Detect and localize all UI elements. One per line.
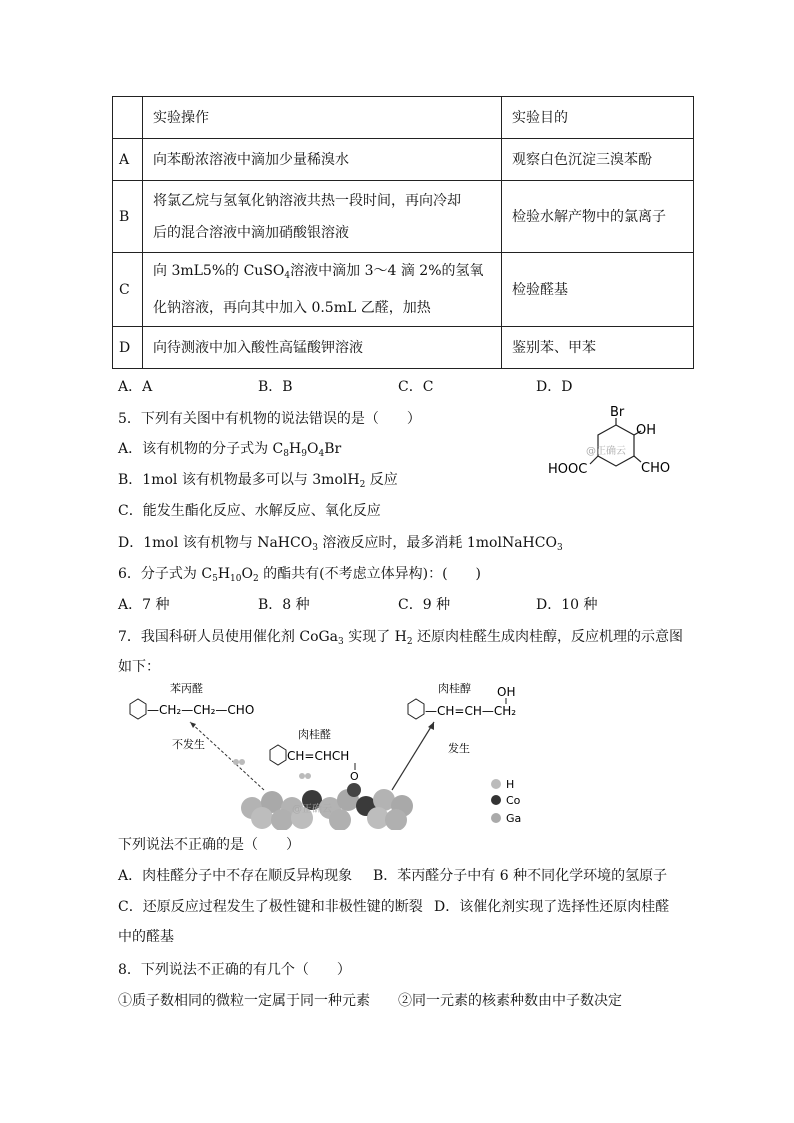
q4-option-a: A．A	[118, 379, 153, 395]
subscript: 3	[556, 543, 563, 553]
q6-option-d: D．10 种	[536, 597, 598, 613]
bond	[634, 456, 641, 462]
occur-label: 发生	[448, 742, 470, 755]
h-atom	[233, 759, 239, 765]
text: 向 3mL5%的 CuSO	[153, 263, 285, 279]
table-row	[113, 253, 694, 327]
dashed-arrow	[190, 722, 264, 790]
text: D．1mol 该有机物与 NaHCO	[118, 535, 313, 551]
q4-option-b: B．B	[258, 379, 293, 395]
subscript: 5	[212, 574, 218, 584]
row-label: B	[113, 181, 143, 253]
text: 反应	[365, 472, 398, 488]
row-purpose: 检验醛基	[502, 253, 694, 327]
text: A．该有机物的分子式为 C	[118, 441, 284, 457]
q7-stem-line2: 如下：	[118, 659, 160, 675]
q7-option-d: D．该催化剂实现了选择性还原肉桂醛	[434, 899, 670, 915]
phenylpropanal-name: 苯丙醛	[170, 682, 203, 695]
br-label: Br	[610, 405, 625, 420]
text: 实现了 H	[343, 629, 407, 645]
h-atom	[239, 759, 245, 765]
q7-option-c: C．还原反应过程发生了极性键和非极性键的断裂	[118, 899, 423, 915]
table-header-label	[113, 97, 143, 139]
phenylpropanal-formula: —CH₂—CH₂—CHO	[147, 703, 255, 717]
q7-stem	[118, 627, 683, 652]
row-operation-line1	[153, 255, 491, 292]
subscript: 2	[359, 480, 366, 490]
table-row	[113, 327, 694, 369]
oxygen-label: O	[350, 770, 359, 783]
q7-question: 下列说法不正确的是（ ）	[118, 837, 300, 853]
q8-items: ①质子数相同的微粒一定属于同一种元素 ②同一元素的核素种数由中子数决定	[118, 993, 622, 1009]
row-label: A	[113, 139, 143, 181]
cinnamaldehyde-formula: CH=CHCH	[287, 749, 350, 763]
watermark: @正确云	[586, 446, 626, 457]
table-header-row	[113, 97, 694, 139]
row-operation	[143, 253, 502, 327]
subscript: 3	[312, 543, 318, 553]
table-row	[113, 139, 694, 181]
q5-option-d	[118, 533, 563, 558]
row-purpose: 检验水解产物中的氯离子	[502, 181, 694, 253]
text: O	[306, 441, 319, 457]
subscript: 4	[318, 449, 325, 459]
subscript: 2	[252, 574, 259, 584]
text: B．1mol 该有机物最多可以与 3molH	[118, 472, 360, 488]
benzene-ring	[270, 745, 286, 765]
solid-arrow	[392, 722, 434, 790]
text: 7．我国科研人员使用催化剂 CoGa	[118, 629, 339, 645]
table-row	[113, 181, 694, 253]
q5-molecule-structure	[540, 404, 690, 484]
row-operation	[143, 181, 502, 253]
legend-h-marker	[491, 779, 501, 789]
benzene-ring	[408, 699, 424, 719]
q6-option-c: C．9 种	[398, 597, 451, 613]
row-operation-line2: 化钠溶液，再向其中加入 0.5mL 乙醛，加热	[153, 300, 431, 316]
subscript: 9	[301, 449, 307, 459]
q6-option-b: B．8 种	[258, 597, 310, 613]
legend-h-label: H	[506, 778, 515, 791]
row-operation: 向待测液中加入酸性高锰酸钾溶液	[143, 327, 502, 369]
subscript: 10	[230, 574, 242, 584]
row-operation-line1: 将氯乙烷与氢氧化钠溶液共热一段时间，再向冷却	[153, 192, 461, 209]
text: 的酯共有(不考虑立体异构)：( )	[258, 566, 482, 582]
table-header-operation: 实验操作	[143, 97, 502, 139]
text: H	[217, 566, 231, 582]
text: 溶液反应时，最多消耗 1molNaHCO	[317, 535, 557, 551]
text: 还原肉桂醛生成肉桂醇，反应机理的示意图	[412, 629, 684, 645]
cinnamaldehyde-name: 肉桂醛	[298, 728, 331, 741]
cinnamyl-alcohol-formula: —CH=CH—CH₂	[425, 704, 517, 718]
legend-co-label: Co	[506, 794, 521, 807]
text: O	[241, 566, 253, 582]
text: 6．分子式为 C	[118, 566, 213, 582]
not-occur-label: 不发生	[172, 738, 205, 751]
legend-co-marker	[491, 795, 501, 805]
q7-option-d-cont: 中的醛基	[118, 929, 174, 945]
q7-mechanism-diagram	[116, 680, 536, 830]
text: Br	[324, 441, 342, 457]
q7-option-b: B．苯丙醛分子中有 6 种不同化学环境的氢原子	[373, 868, 668, 884]
cho-label: CHO	[641, 461, 671, 476]
row-operation-line2: 后的混合溶液中滴加硝酸银溶液	[153, 224, 349, 241]
legend-ga-marker	[491, 813, 501, 823]
experiment-table	[112, 96, 694, 369]
subscript: 4	[284, 271, 291, 281]
subscript: 2	[406, 637, 413, 647]
oh-label: OH	[497, 685, 516, 699]
text: H	[289, 441, 302, 457]
q7-option-a: A．肉桂醛分子中不存在顺反异构现象	[118, 868, 353, 884]
row-label: D	[113, 327, 143, 369]
q6-option-a: A．7 种	[118, 597, 170, 613]
q5-option-b	[118, 470, 398, 495]
subscript: 8	[283, 449, 290, 459]
row-operation: 向苯酚浓溶液中滴加少量稀溴水	[143, 139, 502, 181]
q5-stem: 5．下列有关图中有机物的说法错误的是（ ）	[118, 411, 421, 427]
row-purpose: 观察白色沉淀三溴苯酚	[502, 139, 694, 181]
arrow-head	[190, 722, 196, 728]
watermark: @正确云	[292, 804, 332, 815]
cinnamyl-alcohol-name: 肉桂醇	[438, 682, 471, 695]
benzene-ring	[130, 699, 146, 719]
row-purpose: 鉴别苯、甲苯	[502, 327, 694, 369]
legend-ga-label: Ga	[506, 812, 522, 825]
table-header-purpose: 实验目的	[502, 97, 694, 139]
arrow-head	[428, 722, 434, 730]
h-atom	[305, 773, 311, 779]
h-atom	[299, 773, 305, 779]
q4-option-d: D．D	[536, 379, 573, 395]
row-label: C	[113, 253, 143, 327]
q6-stem	[118, 564, 481, 589]
q8-stem: 8．下列说法不正确的有几个（ ）	[118, 962, 351, 978]
q5-option-c: C．能发生酯化反应、水解反应、氧化反应	[118, 503, 381, 519]
oh-label: OH	[636, 423, 657, 438]
q4-option-c: C．C	[398, 379, 434, 395]
bond	[590, 456, 598, 464]
q5-option-a	[118, 439, 341, 464]
subscript: 3	[338, 637, 344, 647]
hooc-label: HOOC	[548, 462, 588, 477]
text: 溶液中滴加 3～4 滴 2%的氢氧	[290, 263, 484, 279]
